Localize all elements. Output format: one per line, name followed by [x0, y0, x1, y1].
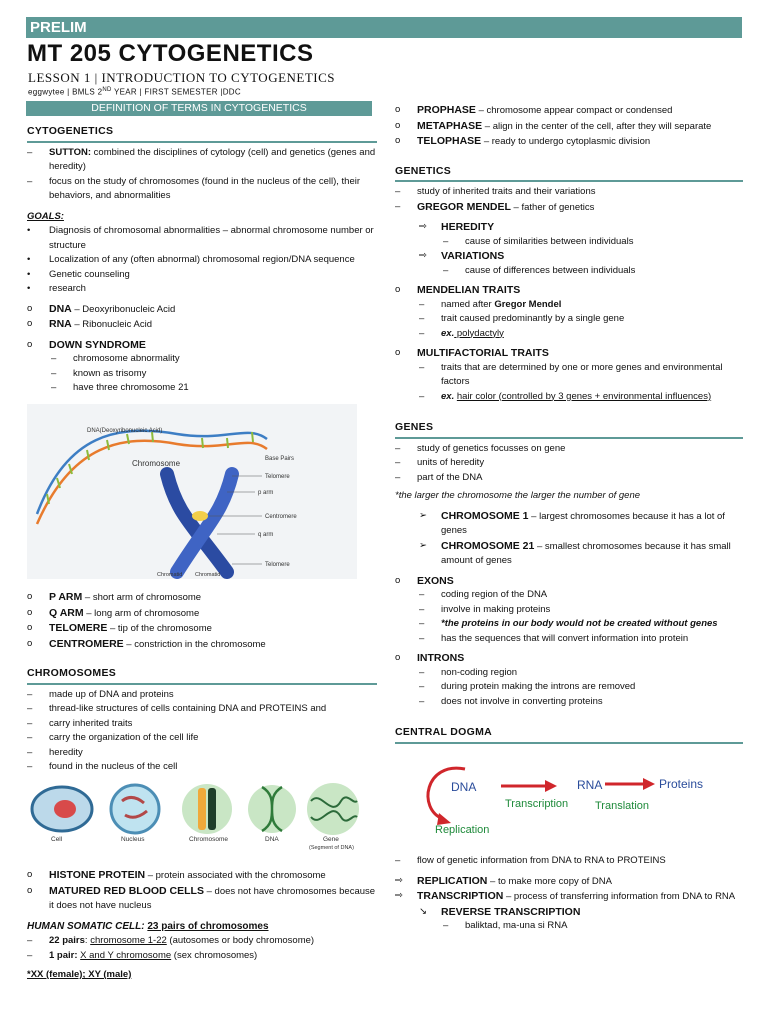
genes-text: part of the DNA: [417, 471, 483, 483]
sub-item: [395, 235, 743, 250]
telophase-term: TELOPHASE: [417, 135, 482, 147]
term-replication: [395, 874, 743, 890]
mendelian-ex-text: [441, 327, 504, 342]
dogma-rna: RNA: [577, 777, 603, 792]
bullet-icon: •: [27, 283, 31, 294]
pair1-ul: X and Y chromosome: [80, 949, 172, 961]
reverse-desc: baliktad, ma-una si RNA: [465, 920, 568, 931]
chr1-text: [441, 509, 743, 539]
dash-icon: –: [419, 603, 425, 615]
list-item: [395, 185, 743, 200]
diagonal-arrow-icon: ↘: [419, 905, 427, 917]
section-central-dogma: CENTRAL DOGMA: [395, 725, 743, 744]
left-column: [27, 118, 377, 983]
sub-text: have three chromosome 21: [73, 382, 189, 393]
list-item: [27, 746, 377, 761]
term-mendelian: [395, 283, 743, 298]
genes-text: units of heredity: [417, 457, 485, 468]
centromere-term: CENTROMERE: [49, 637, 124, 650]
exons-text: coding region of the DNA: [441, 589, 548, 600]
dash-icon: –: [27, 732, 33, 743]
mendelian-named-text: [441, 298, 561, 313]
down-term: DOWN SYNDROME: [49, 338, 146, 351]
pairs22-text: [49, 934, 314, 949]
cell-nucleus-shape: [54, 800, 76, 818]
section-cytogenetics: CYTOGENETICS: [27, 124, 377, 143]
fig-dna-label: DNA: [265, 835, 279, 843]
sutton-text: [49, 146, 377, 175]
fig-telomere-top: Telomere: [265, 473, 290, 480]
dash-icon: –: [419, 298, 425, 310]
circle-icon: o: [27, 318, 33, 329]
section-chromosomes: CHROMOSOMES: [27, 666, 377, 685]
sutton-desc: combined the disciplines of cytology (cell) and genetics (genes and heredity): [49, 146, 376, 172]
dash-icon: –: [27, 703, 33, 714]
section-genes: GENES: [395, 420, 743, 439]
multi-ex-val: hair color (controlled by 3 genes + environmental influences): [456, 390, 712, 402]
rna-text: [49, 317, 152, 333]
goals-heading: GOALS:: [27, 210, 64, 222]
q-arm-term: Q ARM: [49, 606, 84, 619]
metaphase-term: METAPHASE: [417, 119, 483, 132]
histone-desc: – protein associated with the chromosome: [145, 870, 326, 881]
dash-icon: –: [27, 935, 33, 946]
replication-text: [417, 874, 612, 890]
fig-gene-sub: (Segment of DNA): [309, 844, 354, 851]
fig-chromosome: Chromosome: [132, 458, 181, 468]
p-arm-desc: – short arm of chromosome: [82, 592, 202, 603]
term-exons: [395, 574, 743, 589]
term-p-arm: [27, 590, 377, 606]
sub-item: [395, 298, 743, 313]
dash-icon: –: [419, 327, 425, 339]
reverse-term: REVERSE TRANSCRIPTION: [441, 905, 581, 918]
chromosome-shape: [208, 788, 216, 830]
sub-item: [395, 588, 743, 603]
chrom-text: found in the nucleus of the cell: [49, 761, 178, 772]
pairs22-end: (autosomes or body chromosome): [166, 935, 315, 946]
mendelian-ex-val: polydactyly: [454, 327, 504, 339]
p-arm-text: [49, 590, 201, 606]
rbc-text: [49, 884, 377, 914]
transcription-desc: – process of transferring information from DNA to RNA: [503, 891, 736, 902]
sub-item: [27, 367, 377, 382]
goal-text: research: [49, 283, 86, 294]
term-metaphase: [395, 119, 743, 135]
dash-icon: –: [27, 688, 33, 700]
centromere-shape: [192, 511, 208, 521]
fig-chromatid-left: Chromatid: [157, 571, 183, 578]
introns-text: non-coding region: [441, 666, 518, 678]
metaphase-text: [417, 119, 711, 135]
mendelian-named-b: Gregor Mendel: [494, 298, 562, 310]
telomere-desc: – tip of the chromosome: [107, 623, 212, 634]
circle-icon: o: [27, 637, 33, 649]
fig-centromere: Centromere: [265, 513, 297, 520]
term-introns: [395, 651, 743, 666]
author-line-b: YEAR | FIRST SEMESTER |DDC: [111, 87, 241, 97]
section-genetics: GENETICS: [395, 164, 743, 183]
multi-term: MULTIFACTORIAL TRAITS: [417, 347, 549, 359]
dogma-dna: DNA: [451, 779, 477, 794]
introns-text: does not involve in converting proteins: [441, 695, 603, 707]
exons-note: *the proteins in our body would not be created without genes: [441, 618, 718, 629]
pair-1: [27, 949, 377, 964]
chrom-text: carry the organization of the cell life: [49, 732, 199, 743]
xx-note: *XX (female); XY (male): [27, 969, 132, 980]
author-sup: ND: [102, 87, 112, 93]
human-somatic-cell: [27, 920, 377, 935]
rbc-term: MATURED RED BLOOD CELLS: [49, 884, 204, 897]
pairs22-ul: chromosome 1-22: [90, 935, 167, 946]
sub-item: [27, 352, 377, 367]
list-item: [395, 200, 743, 216]
translation-arrowhead: [643, 778, 655, 790]
goal-item: [27, 268, 377, 283]
list-item: [395, 442, 743, 457]
transcription-arrowhead: [545, 780, 557, 792]
term-dna: [27, 302, 377, 318]
multi-ex-text: [441, 390, 711, 405]
list-item: [27, 175, 377, 204]
chromosome-bg: [182, 784, 232, 834]
fig-cell-label: Cell: [51, 835, 63, 843]
list-item: [395, 854, 743, 869]
dash-icon: –: [27, 717, 33, 729]
term-down-syndrome: [27, 338, 377, 353]
goal-item: [27, 253, 377, 268]
dash-icon: –: [395, 457, 401, 468]
dash-icon: –: [419, 589, 425, 600]
sub-item: [395, 680, 743, 695]
circle-icon: o: [395, 284, 401, 295]
bullet-icon: •: [27, 225, 31, 236]
centromere-desc: – constriction in the chromosome: [123, 638, 266, 650]
dash-icon: –: [27, 746, 33, 758]
exons-last: has the sequences that will convert information into protein: [441, 632, 689, 644]
genes-text: study of genetics focusses on gene: [417, 442, 566, 454]
telophase-desc: – ready to undergo cytoplasmic division: [481, 136, 651, 147]
centromere-text: [49, 637, 266, 653]
goal-text: Localization of any (often abnormal) chromosomal region/DNA sequence: [49, 254, 355, 265]
term-prophase: [395, 103, 743, 119]
sub-item: [395, 264, 743, 279]
dash-icon: –: [419, 695, 425, 707]
author-line-a: eggwytee | BMLS 2: [28, 87, 103, 97]
histone-text: [49, 868, 326, 884]
fig-dna-label: DNA(Deoxyribonucleic Acid): [87, 427, 163, 434]
circle-icon: o: [27, 884, 33, 896]
goal-item: [27, 224, 377, 253]
list-item: [27, 688, 377, 703]
sub-text: chromosome abnormality: [73, 353, 180, 364]
mendel-term: GREGOR MENDEL: [417, 200, 511, 213]
sutton-term: SUTTON:: [49, 146, 92, 158]
dash-icon: –: [27, 146, 33, 158]
dash-icon: –: [51, 367, 57, 379]
fig-q-arm: q arm: [258, 531, 274, 538]
replication-term: REPLICATION: [417, 874, 488, 887]
chrom-text: carry inherited traits: [49, 717, 133, 729]
dash-icon: –: [27, 761, 33, 772]
goal-text: Genetic counseling: [49, 268, 130, 280]
sub-item: [395, 666, 743, 681]
rna-desc: – Ribonucleic Acid: [71, 319, 153, 330]
list-item: [27, 146, 377, 175]
dash-icon: –: [395, 471, 401, 483]
chr1-desc: – largest chromosomes because it has a lot of genes: [441, 510, 725, 536]
term-chromosome-1: [395, 509, 743, 539]
term-centromere: [27, 637, 377, 653]
chr21-text: [441, 539, 743, 569]
mendel-text: [417, 200, 594, 216]
dna-chromosome-diagram: [27, 404, 357, 579]
circle-icon: o: [27, 338, 33, 350]
small-arrow-icon: ➢: [419, 509, 427, 521]
heredity-desc: cause of similarities between individuals: [465, 235, 634, 247]
pairs22-mid: :: [84, 935, 91, 946]
definition-banner: DEFINITION OF TERMS IN CYTOGENETICS: [26, 101, 372, 116]
term-variations: [395, 249, 743, 264]
cell-to-gene-diagram: [27, 779, 363, 857]
term-reverse-transcription: [395, 905, 743, 920]
dash-icon: –: [419, 313, 425, 324]
circle-icon: o: [27, 869, 33, 880]
prophase-text: [417, 103, 672, 119]
introns-text: during protein making the introns are removed: [441, 681, 636, 692]
transcription-text: [417, 889, 735, 905]
telomere-text: [49, 621, 212, 637]
document-title: MT 205 CYTOGENETICS: [27, 40, 314, 67]
hsc-value: 23 pairs of chromosomes: [147, 920, 269, 932]
mendelian-named: named after: [441, 298, 495, 310]
term-telomere: [27, 621, 377, 637]
pairs22-term: 22 pairs: [49, 935, 85, 946]
dogma-transcription: Transcription: [505, 797, 569, 810]
dash-icon: –: [395, 200, 401, 212]
circle-icon: o: [395, 104, 401, 115]
author-line: [28, 87, 241, 97]
dash-icon: –: [395, 442, 401, 454]
hsc-label: HUMAN SOMATIC CELL:: [27, 920, 145, 932]
dash-icon: –: [51, 353, 57, 364]
fig-p-arm: p arm: [258, 489, 274, 496]
chrom-text: made up of DNA and proteins: [49, 688, 174, 700]
sub-item: [27, 381, 377, 396]
variations-desc: cause of differences between individuals: [465, 264, 636, 276]
nucleus-shape: [111, 785, 159, 833]
genetics-text: study of inherited traits and their variations: [417, 186, 596, 197]
prophase-term: PROPHASE: [417, 104, 476, 116]
dash-icon: –: [51, 382, 57, 393]
hollow-arrow-icon: ⇨: [419, 250, 427, 261]
variations-term: VARIATIONS: [441, 250, 505, 262]
circle-icon: o: [27, 302, 33, 314]
fig-nucleus-label: Nucleus: [121, 835, 145, 843]
circle-icon: o: [395, 574, 401, 586]
goal-text: Diagnosis of chromosomal abnormalities – abnormal chromosome number or structure: [49, 225, 374, 251]
circle-icon: o: [395, 652, 401, 663]
q-arm-text: [49, 606, 199, 622]
list-item: [27, 760, 377, 775]
chr1-term: CHROMOSOME 1: [441, 509, 529, 522]
prophase-desc: – chromosome appear compact or condensed: [475, 105, 673, 116]
mendelian-ex: ex.: [441, 327, 455, 339]
mendelian-term: MENDELIAN TRAITS: [417, 284, 521, 296]
sub-item: [395, 919, 743, 934]
term-rbc: [27, 884, 377, 914]
dash-icon: –: [395, 855, 401, 866]
term-heredity: [395, 220, 743, 235]
circle-icon: o: [27, 591, 33, 602]
metaphase-desc: – align in the center of the cell, after they will separate: [482, 120, 712, 132]
telophase-text: [417, 134, 650, 150]
introns-term: INTRONS: [417, 652, 465, 664]
central-dogma-diagram: [395, 753, 735, 839]
dogma-replication: Replication: [435, 823, 490, 836]
term-transcription: [395, 889, 743, 905]
dash-icon: –: [395, 186, 401, 197]
list-item: [27, 702, 377, 717]
sub-item: [395, 327, 743, 342]
fig-base-pairs: Base Pairs: [265, 455, 295, 462]
chr21-term: CHROMOSOME 21: [441, 539, 535, 552]
dash-icon: –: [27, 175, 33, 187]
hollow-arrow-icon: ⇨: [419, 221, 427, 232]
prelim-banner: PRELIM: [26, 17, 742, 38]
telomere-term: TELOMERE: [49, 622, 108, 634]
circle-icon: o: [27, 622, 33, 633]
list-item: [395, 456, 743, 471]
pairs-22: [27, 934, 377, 949]
exons-term: EXONS: [417, 574, 454, 587]
hollow-arrow-icon: ⇨: [395, 874, 403, 886]
term-telophase: [395, 134, 743, 150]
chromosome-shape: [198, 788, 206, 830]
chr21-desc: – smallest chromosomes because it has small amount of genes: [441, 540, 731, 566]
bullet-icon: •: [27, 254, 31, 265]
genes-note: *the larger the chromosome the larger the number of gene: [395, 490, 641, 501]
dash-icon: –: [419, 390, 425, 402]
list-item: [395, 471, 743, 486]
focus-text: focus on the study of chromosomes (found in the nucleus of the cell), their behaviors, and abnormalities: [49, 175, 361, 201]
multi-desc: traits that are determined by one or more genes and environmental factors: [441, 361, 723, 387]
dogma-proteins: Proteins: [659, 776, 704, 791]
small-arrow-icon: ➢: [419, 539, 427, 551]
replication-desc: – to make more copy of DNA: [487, 875, 612, 887]
dogma-flow: flow of genetic information from DNA to RNA to PROTEINS: [417, 855, 666, 866]
sub-item: [395, 632, 743, 647]
pair1-end: (sex chromosomes): [171, 949, 258, 961]
q-arm-desc: – long arm of chromosome: [83, 607, 200, 619]
dash-icon: –: [443, 264, 449, 276]
transcription-term: TRANSCRIPTION: [417, 890, 504, 902]
chrom-text: heredity: [49, 746, 83, 758]
gene-bg: [307, 783, 359, 835]
dash-icon: –: [27, 949, 33, 961]
circle-icon: o: [27, 606, 33, 618]
dash-icon: –: [419, 361, 425, 373]
term-histone: [27, 868, 377, 884]
sub-text: known as trisomy: [73, 367, 147, 379]
fig-telomere-bottom: Telomere: [265, 561, 290, 568]
dash-icon: –: [443, 920, 449, 931]
sub-item: [395, 603, 743, 618]
sub-item: [395, 312, 743, 327]
pair1-text: [49, 949, 257, 964]
list-item: [27, 717, 377, 732]
pair1-term: 1 pair:: [49, 949, 78, 961]
sub-item: [395, 361, 743, 390]
sub-item: [395, 617, 743, 632]
term-rna: [27, 317, 377, 333]
chrom-text: thread-like structures of cells containing DNA and PROTEINS and: [49, 703, 327, 714]
circle-icon: o: [395, 135, 401, 146]
lesson-title: LESSON 1 | INTRODUCTION TO CYTOGENETICS: [28, 70, 336, 85]
hollow-arrow-icon: ⇨: [395, 890, 403, 901]
right-column: [395, 103, 743, 934]
dna-term: DNA: [49, 302, 72, 315]
histone-term: HISTONE PROTEIN: [49, 869, 146, 881]
term-multifactorial: [395, 346, 743, 361]
mendelian-trait: trait caused predominantly by a single gene: [441, 313, 625, 324]
dash-icon: –: [443, 235, 449, 247]
dogma-translation: Translation: [595, 799, 650, 812]
heredity-term: HEREDITY: [441, 221, 495, 233]
dash-icon: –: [419, 632, 425, 644]
list-item: [27, 731, 377, 746]
dash-icon: –: [419, 618, 425, 629]
fig-chromatid-right: Chromatid: [195, 571, 221, 578]
circle-icon: o: [395, 347, 401, 358]
mendel-desc: – father of genetics: [510, 201, 595, 213]
rbc-desc: – does not have chromosomes because it does not have nucleus: [49, 885, 376, 911]
goal-item: [27, 282, 377, 297]
dna-text: [49, 302, 175, 318]
sub-item: [395, 695, 743, 710]
bullet-icon: •: [27, 268, 31, 280]
fig-gene-label: Gene: [323, 835, 339, 843]
fig-chromosome-label: Chromosome: [189, 835, 229, 843]
rna-term: RNA: [49, 318, 72, 330]
dna-desc: – Deoxyribonucleic Acid: [71, 303, 176, 315]
dash-icon: –: [419, 681, 425, 692]
circle-icon: o: [395, 119, 401, 131]
exons-text: involve in making proteins: [441, 603, 551, 615]
dash-icon: –: [419, 666, 425, 678]
sub-item: [395, 390, 743, 405]
p-arm-term: P ARM: [49, 591, 83, 603]
term-q-arm: [27, 606, 377, 622]
multi-ex: ex.: [441, 390, 455, 402]
term-chromosome-21: [395, 539, 743, 569]
